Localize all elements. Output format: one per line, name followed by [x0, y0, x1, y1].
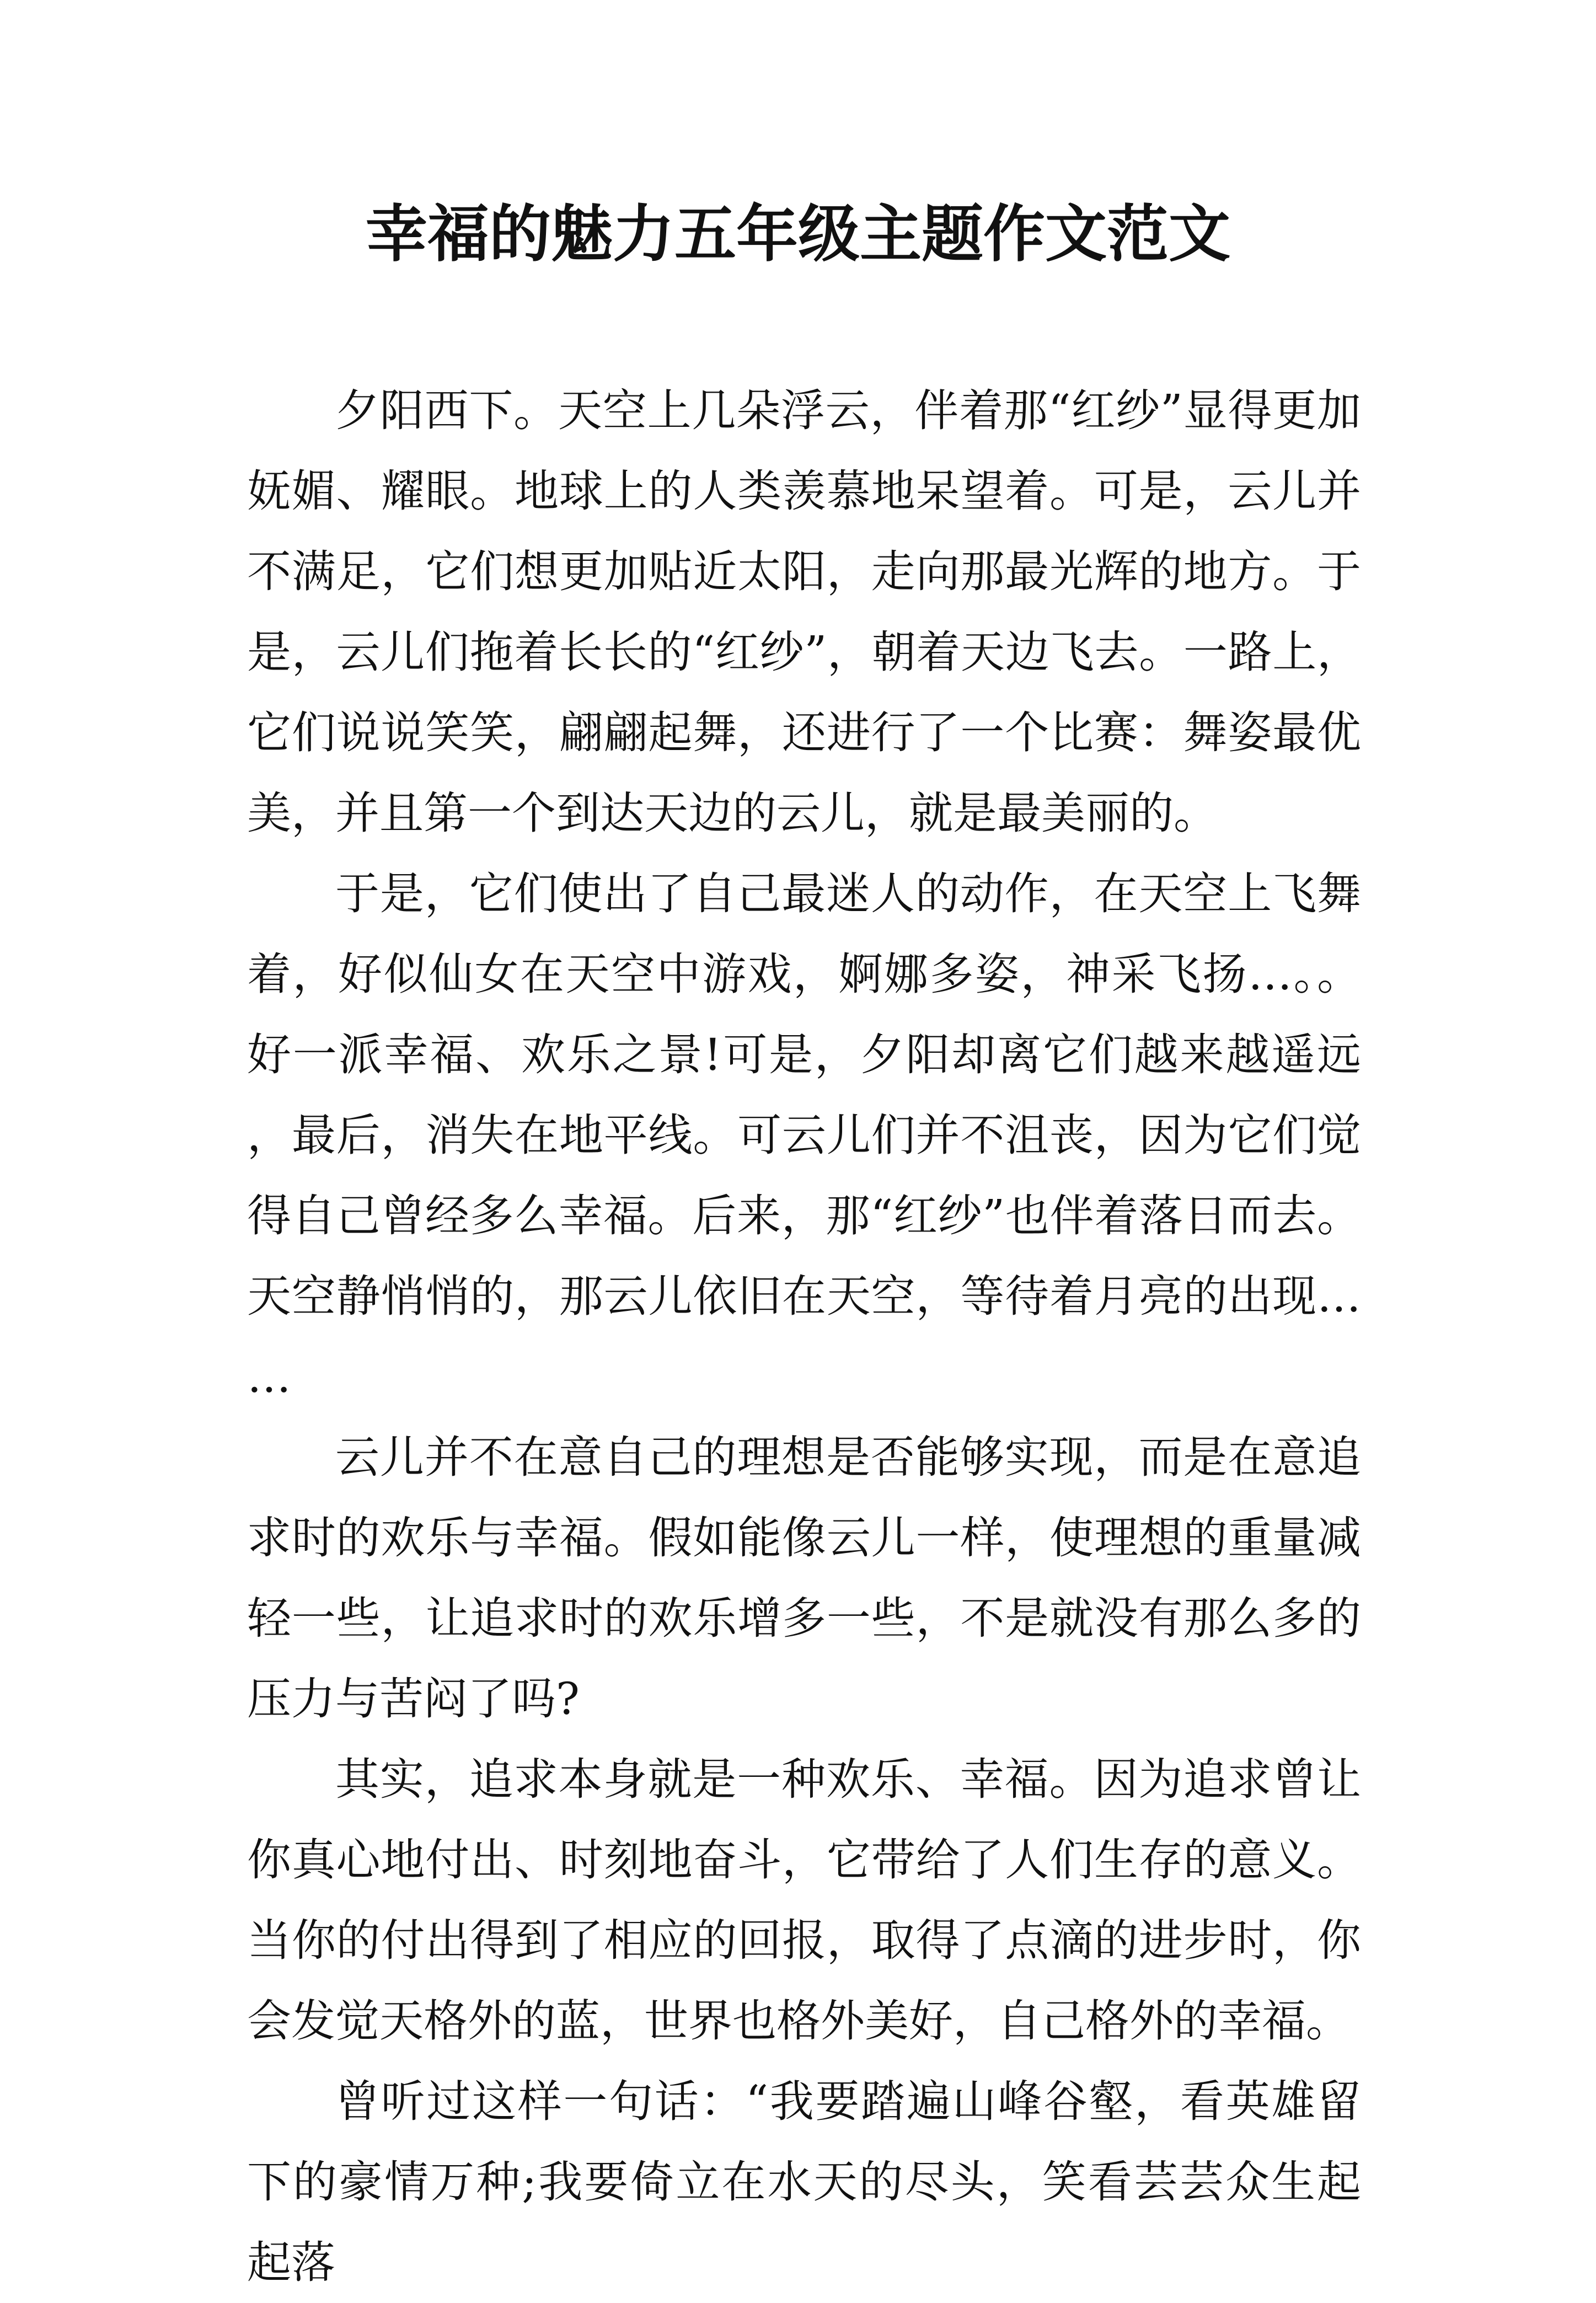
paragraph: 其实，追求本身就是一种欢乐、幸福。因为追求曾让你真心地付出、时刻地奋斗，它带给了人们生存的意义。当你的付出得到了相应的回报，取得了点滴的进步时，你会发觉天格外的蓝，世界也格外美好，自己格外的幸福。 — [247, 1754, 1361, 2047]
paragraph: 夕阳西下。天空上几朵浮云，伴着那“红纱”显得更加妩媚、耀眼。地球上的人类羡慕地呆望着。可是，云儿并不满足，它们想更加贴近太阳，走向那最光辉的地方。于是，云儿们拖着长长的“红纱”，朝着天边飞去。一路上，它们说说笑笑，翩翩起舞，还进行了一个比赛：舞姿最优美，并且第一个到达天边的云儿，就是最美丽的。 — [247, 385, 1361, 839]
document-title: 幸福的魅力五年级主题作文范文 — [366, 198, 1230, 270]
document-body — [247, 371, 1361, 2303]
paragraph: 于是，它们使出了自己最迷人的动作，在天空上飞舞着，好似仙女在天空中游戏，婀娜多姿，神采飞扬…。。好一派幸福、欢乐之景!可是，夕阳却离它们越来越遥远，最后，消失在地平线。可云儿们并不沮丧，因为它们觉得自己曾经多么幸福。后来，那“红纱”也伴着落日而去。天空静悄悄的，那云儿依旧在天空，等待着月亮的出现…… — [247, 868, 1361, 1402]
paragraph: 曾听过这样一句话：“我要踏遍山峰谷壑，看英雄留下的豪情万种;我要倚立在水天的尽头，笑看芸芸众生起起落 — [247, 2076, 1361, 2288]
paragraph: 云儿并不在意自己的理想是否能够实现，而是在意追求时的欢乐与幸福。假如能像云儿一样，使理想的重量减轻一些，让追求时的欢乐增多一些，不是就没有那么多的压力与苦闷了吗? — [247, 1432, 1361, 1724]
